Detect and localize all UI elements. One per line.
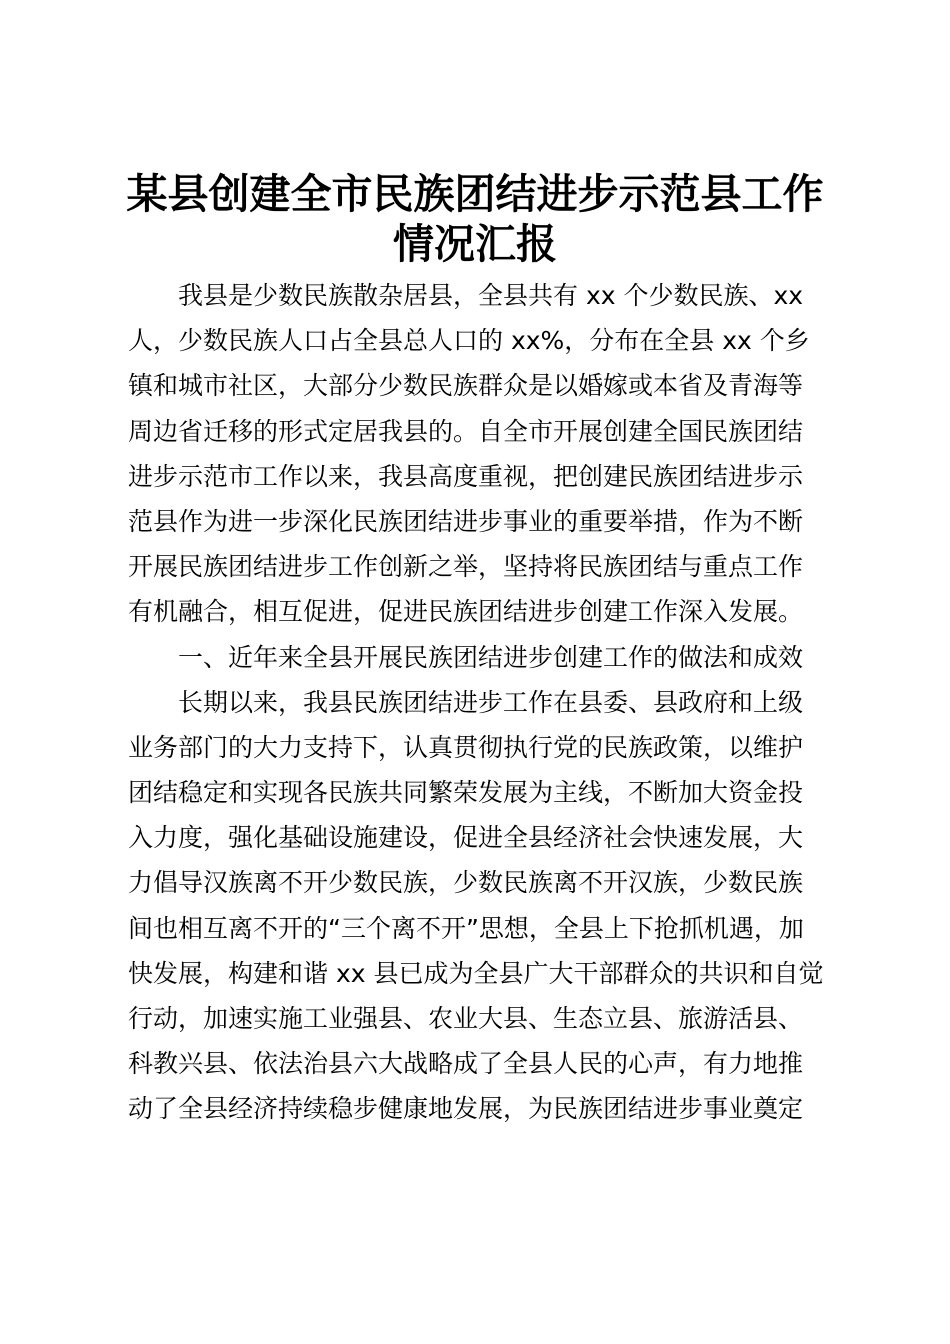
section-heading: 一、近年来全县开展民族团结进步创建工作的做法和成效 <box>178 642 804 672</box>
body-line: 开展民族团结进步工作创新之举，坚持将民族团结与重点工作 <box>128 552 804 582</box>
body-line: 镇和城市社区，大部分少数民族群众是以婚嫁或本省及青海等 <box>128 371 804 401</box>
body-line: 长期以来，我县民族团结进步工作在县委、县政府和上级 <box>178 687 804 717</box>
body-line: 进步示范市工作以来，我县高度重视，把创建民族团结进步示 <box>128 461 804 491</box>
body-line: 科教兴县、依法治县六大战略成了全县人民的心声，有力地推 <box>128 1049 804 1079</box>
body-line: 快发展，构建和谐 xx 县已成为全县广大干部群众的共识和自觉 <box>128 958 824 988</box>
document-title-line-2: 情况汇报 <box>393 220 557 268</box>
body-line: 入力度，强化基础设施建设，促进全县经济社会快速发展，大 <box>128 823 804 853</box>
body-line: 力倡导汉族离不开少数民族，少数民族离不开汉族，少数民族 <box>128 868 804 898</box>
body-line: 间也相互离不开的“三个离不开”思想，全县上下抢抓机遇，加 <box>128 913 804 943</box>
body-line: 动了全县经济持续稳步健康地发展，为民族团结进步事业奠定 <box>128 1094 804 1124</box>
body-line: 行动，加速实施工业强县、农业大县、生态立县、旅游活县、 <box>128 1004 804 1033</box>
body-line: 我县是少数民族散杂居县，全县共有 xx 个少数民族、xx <box>178 281 804 310</box>
body-line: 有机融合，相互促进，促进民族团结进步创建工作深入发展。 <box>128 597 804 627</box>
document-title-line-1: 某县创建全市民族团结进步示范县工作 <box>126 170 824 218</box>
body-line: 业务部门的大力支持下，认真贯彻执行党的民族政策，以维护 <box>128 732 804 762</box>
body-line: 团结稳定和实现各民族共同繁荣发展为主线，不断加大资金投 <box>128 778 804 808</box>
body-line: 人，少数民族人口占全县总人口的 xx%，分布在全县 xx 个乡 <box>128 326 810 356</box>
body-line: 范县作为进一步深化民族团结进步事业的重要举措，作为不断 <box>128 506 804 536</box>
document-body <box>128 273 824 1132</box>
body-line: 周边省迁移的形式定居我县的。自全市开展创建全国民族团结 <box>128 416 804 446</box>
